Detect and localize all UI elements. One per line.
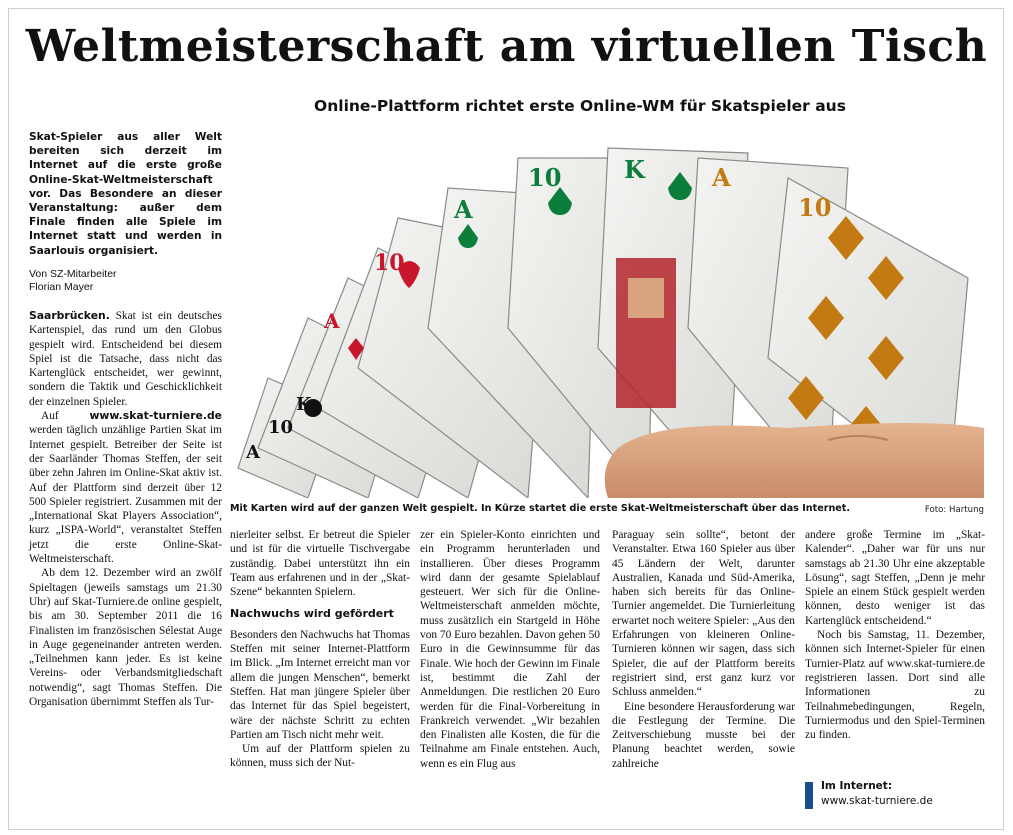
card-label: 10 [374, 250, 405, 276]
byline [29, 268, 222, 294]
paragraph: werden täglich unzählige Partien Skat im Internet gespielt. Betreiber der Seite ist der Saarländer Thomas Steffen, der seit über zehn Jahren im Online-Skat aktiv ist. Auf der Plattform sind derzeit über 12 500 Spieler registriert. Zusammen mit der „International Skat Players Association“, kurz „ISPA-World“, veranstaltet Steffen jetzt die erste Online-Skat-Weltmeisterschaft. [29, 424, 222, 566]
column-2 [230, 528, 410, 771]
lead-paragraph: Skat-Spieler aus aller Welt bereiten sich derzeit im Internet auf die erste große Online-Skat-Weltmeisterschaft vor. Das Besondere an dieser Veranstaltung: außer dem Finale finden alle Spiele im Internet statt und werden in Saarlouis organisiert. [29, 131, 222, 257]
byline-name: Florian Mayer [29, 281, 94, 293]
column-3 [420, 528, 600, 771]
info-link[interactable]: www.skat-turniere.de [821, 795, 933, 807]
paragraph: Besonders den Nachwuchs hat Thomas Steffen mit seiner Internet-Plattform im Blick. „Im Internet erreicht man vor allem die jungen Menschen“, bemerkt Steffen. Hat man jüngere Spieler über das Internet für das Spiel begeistert, wäre der nächste Schritt zu echten Partien am Tisch nicht mehr weit. [230, 628, 410, 741]
paragraph: Paraguay sein sollte“, betont der Veranstalter. Etwa 160 Spieler aus über 45 Ländern der Welt, darunter Australien, Kanada und Süd-Amerika, haben sich bereits für das Online-Turnier angemeldet. Die Turnierleitung erwartet noch weitere Spieler: „Aus den Erfahrungen von kleineren Online-Turnieren können wir sagen, dass sich Spieler, die auf der Plattform bereits registriert sind, erst ganz kurz vor Schluss anmelden.“ [612, 529, 795, 699]
headline: Weltmeisterschaft am virtuellen Tisch [25, 21, 988, 72]
subheading: Nachwuchs wird gefördert [230, 607, 394, 621]
column-1 [29, 309, 222, 709]
paragraph: Skat ist ein deutsches Kartenspiel, das rund um den Globus gespielt wird. Entscheidend bei diesem Spiel ist die Tatsache, dass nicht das Kartenglück entscheidet, wer gewinnt, sondern die Taktik und Geschicklichkeit der einzelnen Spieler. [29, 310, 222, 408]
paragraph: Eine besondere Herausforderung war die Festlegung der Termine. Die Zeitverschiebung musste bei der Planung beachtet werden, sowie zahlreiche [612, 700, 795, 770]
website-link[interactable]: www.skat-turniere.de [89, 409, 222, 423]
photo-caption: Mit Karten wird auf der ganzen Welt gespielt. In Kürze startet die erste Skat-Weltmeisterschaft über das Internet. [230, 503, 851, 514]
playing-cards-illustration [228, 128, 984, 498]
card-label: K [296, 394, 312, 415]
dateline: Saarbrücken. [29, 309, 110, 322]
paragraph: Um auf der Plattform spielen zu können, muss sich der Nut- [230, 743, 410, 770]
paragraph: andere große Termine im „Skat-Kalender“. „Daher war für uns nur samstags ab 21.30 Uhr eine akzeptable Lösung“, sagt Steffen, „Denn je mehr Spiele an einem Stück gespielt werden können, desto weniger ist das Kartenglück entscheidend.“ [805, 529, 985, 627]
paragraph: nierleiter selbst. Er betreut die Spieler und ist für die virtuelle Tischvergabe zuständig. Dabei unterstützt ihn ein Team aus erfahrenen und in der „Skat-Szene“ bekannten Spielern. [230, 529, 410, 599]
byline-role: Von SZ-Mitarbeiter [29, 268, 117, 280]
thumb [605, 423, 984, 498]
subheadline: Online-Plattform richtet erste Online-WM für Skatspieler aus [314, 97, 846, 115]
column-4 [612, 528, 795, 771]
card-label: A [246, 442, 260, 463]
paragraph: Noch bis Samstag, 11. Dezember, können sich Internet-Spieler für einen Turnier-Platz auf www.skat-turniere.de registrieren lassen. Dort sind alle Informationen zu Teilnahmebedingungen, Regeln, Turniermodus und den Spiel-Terminen zu finden. [805, 629, 985, 742]
card-label: A [712, 163, 731, 192]
paragraph: zer ein Spieler-Konto einrichten und ein Programm herunterladen und installieren. Über dieses Programm wird dann der gesamte Spielablauf gesteuert. Wer sich für die Online-Weltmeisterschaft anmelden möchte, muss zusätzlich ein Startgeld in Höhe von 70 Euro bezahlen. Davon gehen 50 Euro in die Gewinnsumme für das Finale. Wie hoch der Gewinn im Finale ist, bestimmt die Zahl der Anmeldungen. Die restlichen 20 Euro werden für die Final-Vorbereitung in Frankreich verwendet. „Wir bezahlen den Finalisten alle Kosten, die für die Teilnahme am Finale entstehen. Auch, wenn es ein Flug aus [420, 529, 600, 770]
card-label: A [454, 195, 473, 224]
paragraph-start: Auf [41, 410, 90, 423]
info-box [805, 780, 985, 810]
card-label: 10 [268, 417, 294, 438]
card-label: K [624, 155, 645, 184]
card-label: 10 [798, 193, 832, 222]
card-label: A [324, 309, 340, 333]
card-label: 10 [528, 163, 562, 192]
photo-credit: Foto: Hartung [924, 505, 984, 515]
paragraph: Ab dem 12. Dezember wird an zwölf Spieltagen (jeweils samstags um 21.30 Uhr) auf Skat-Turniere.de online gespielt, bis am 30. September 2011 die 16 Finalisten im französischen Sélestat Auge in Auge gegeneinander antreten werden. „Teilnehmen kann jeder. Es ist keine Vereins- oder Verbandsmitgliedschaft notwendig“, sagt Thomas Steffen. Die Organisation übernimmt Steffen als Tur- [29, 567, 222, 709]
info-bar [805, 782, 813, 809]
photo-cards-hand [228, 128, 984, 498]
info-heading: Im Internet: [821, 780, 893, 792]
column-5 [805, 528, 985, 742]
